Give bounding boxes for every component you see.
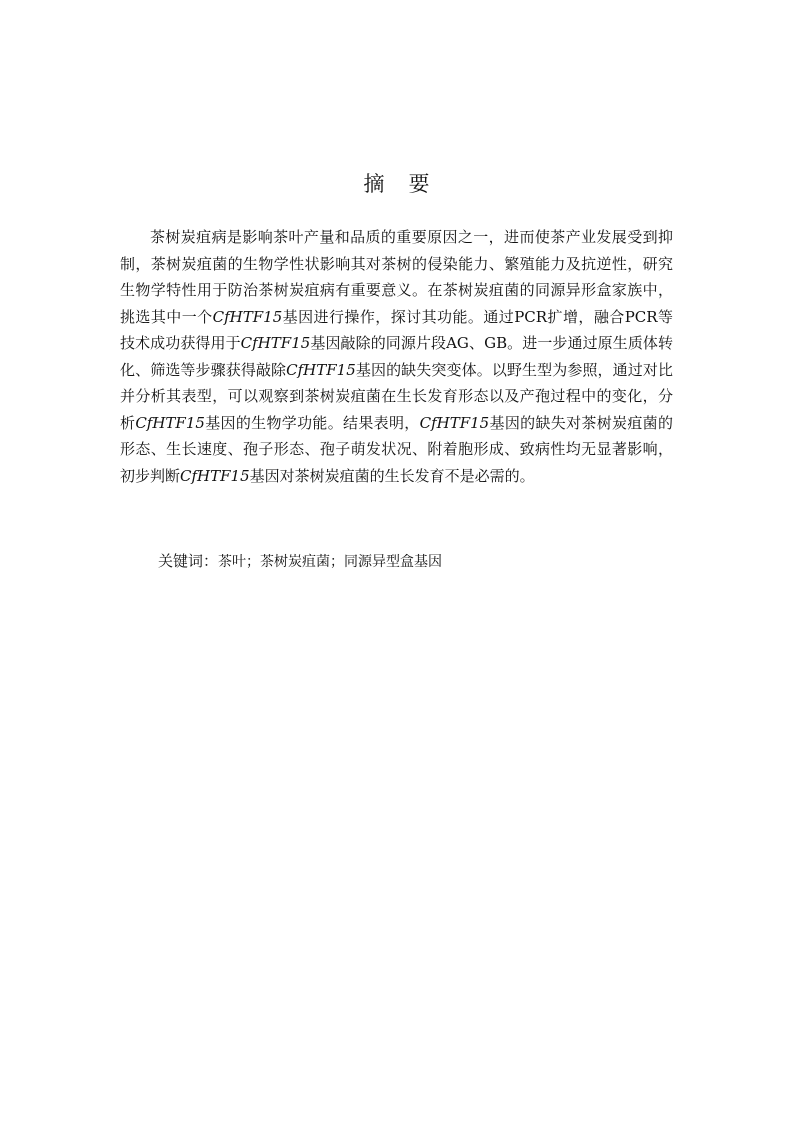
abstract-text: 茶树炭疽病是影响茶叶产量和品质的重要原因之一，进而使茶产业发展受到抑制，茶树炭疽菌的生物学性状影响其对茶树的侵染能力、繁殖能力及抗逆性，研究生物学特性用于防治茶树炭疽病有重要意义。在茶树炭疽菌的同源异形盒家族中，挑选其中一个 — [120, 228, 673, 326]
abstract-text: 基因进行操作，探讨其功能。通过PCR扩增，融合PCR等技术成功获得用于 — [120, 307, 673, 352]
gene-name: CfHTF15 — [419, 413, 490, 432]
gene-name: CfHTF15 — [286, 360, 356, 379]
gene-name: CfHTF15 — [135, 413, 205, 432]
abstract-text: 基因的生物学功能。结果表明， — [204, 413, 420, 432]
abstract-text: 基因的缺失对茶树炭疽菌的形态、生长速度、孢子形态、孢子萌发状况、附着胞形成、致病性均无显著影响，初步判断 — [120, 413, 673, 485]
abstract-paragraph — [120, 224, 673, 489]
abstract-text: 基因对茶树炭疽菌的生长发育不是必需的。 — [249, 466, 535, 485]
keywords-label: 关键词： — [158, 552, 219, 570]
gene-name: CfHTF15 — [180, 466, 250, 485]
keywords-values: 茶叶；茶树炭疽菌；同源异型盒基因 — [218, 554, 443, 570]
abstract-heading: 摘要 — [363, 172, 454, 196]
gene-name: CfHTF15 — [240, 334, 311, 352]
abstract-text: 基因的缺失突变体。以野生型为参照，通过对比并分析其表型，可以观察到茶树炭疽菌在生长发育形态以及产孢过程中的变化，分析 — [120, 360, 673, 432]
gene-name: CfHTF15 — [212, 307, 283, 326]
keywords-line — [158, 548, 678, 575]
abstract-text: 基因敲除的同源片段AG、GB。进一步通过原生质体转化、筛选等步骤获得敲除 — [120, 334, 673, 379]
